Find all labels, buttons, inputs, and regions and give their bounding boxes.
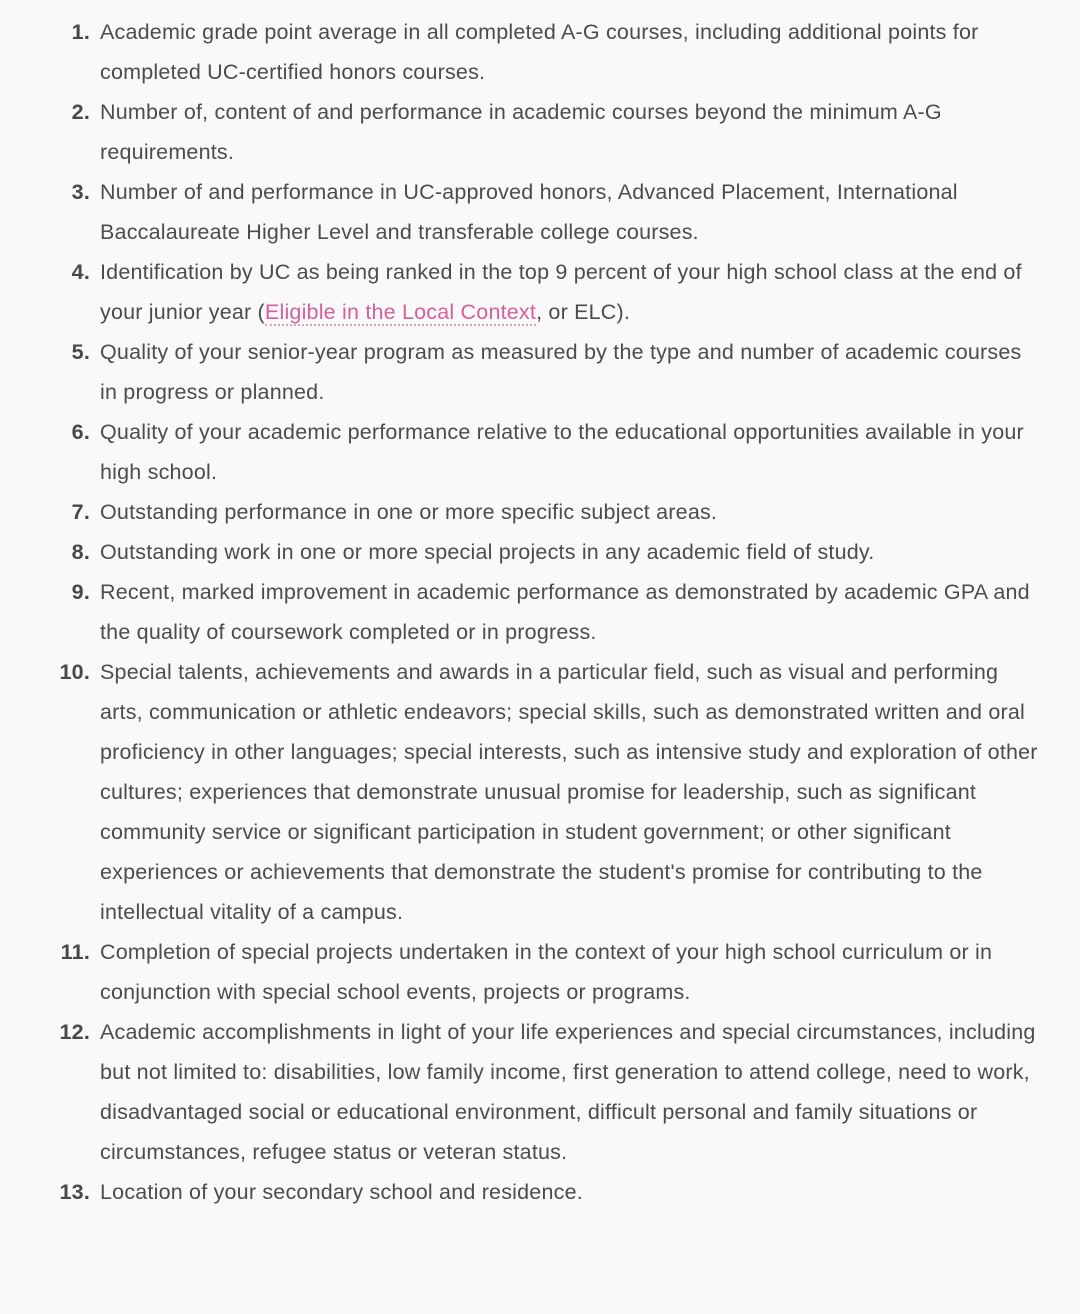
- list-item: [100, 412, 1040, 492]
- list-item-text: Academic grade point average in all completed A-G courses, including additional points for completed UC-certified honors courses.: [100, 20, 979, 84]
- list-item: [100, 172, 1040, 252]
- list-item-text: Number of and performance in UC-approved honors, Advanced Placement, International Baccalaureate Higher Level and transferable college courses.: [100, 180, 958, 244]
- elc-link[interactable]: Eligible in the Local Context: [264, 300, 537, 324]
- list-item: [100, 12, 1040, 92]
- list-item: [100, 332, 1040, 412]
- list-item-text: Completion of special projects undertaken in the context of your high school curriculum or in conjunction with special school events, projects or programs.: [100, 940, 993, 1004]
- list-item-text: Identification by UC as being ranked in the top 9 percent of your high school class at the end of your junior year (: [100, 260, 1022, 324]
- list-item-text: Recent, marked improvement in academic performance as demonstrated by academic GPA and the quality of coursework completed or in progress.: [100, 580, 1030, 644]
- admission-factors-list: [0, 12, 1040, 1212]
- list-item: [100, 1172, 1040, 1212]
- list-item-text: Location of your secondary school and residence.: [100, 1180, 583, 1204]
- list-item: [100, 532, 1040, 572]
- list-item-text: Special talents, achievements and awards in a particular field, such as visual and performing arts, communication or athletic endeavors; special skills, such as demonstrated written and oral proficiency in other languages; special interests, such as intensive study and exploration of other cultures; experiences that demonstrate unusual promise for leadership, such as significant community service or significant participation in student government; or other significant experiences or achievements that demonstrate the student's promise for contributing to the intellectual vitality of a campus.: [100, 660, 1038, 924]
- list-item: [100, 492, 1040, 532]
- list-item: [100, 92, 1040, 172]
- list-item: [100, 572, 1040, 652]
- list-item-text: Outstanding work in one or more special projects in any academic field of study.: [100, 540, 875, 564]
- list-item: [100, 1012, 1040, 1172]
- list-item: [100, 252, 1040, 332]
- list-item-text: Number of, content of and performance in academic courses beyond the minimum A-G requirements.: [100, 100, 942, 164]
- list-item-text: Quality of your academic performance relative to the educational opportunities available in your high school.: [100, 420, 1024, 484]
- list-item-text: Academic accomplishments in light of your life experiences and special circumstances, including but not limited to: disabilities, low family income, first generation to attend college, need to work, disadvantaged social or educational environment, difficult personal and family situations or circumstances, refugee status or veteran status.: [100, 1020, 1036, 1164]
- list-item-text: Quality of your senior-year program as measured by the type and number of academic courses in progress or planned.: [100, 340, 1022, 404]
- list-item: [100, 652, 1040, 932]
- list-item-text: Outstanding performance in one or more specific subject areas.: [100, 500, 718, 524]
- list-item-text: , or ELC).: [536, 300, 631, 324]
- list-item: [100, 932, 1040, 1012]
